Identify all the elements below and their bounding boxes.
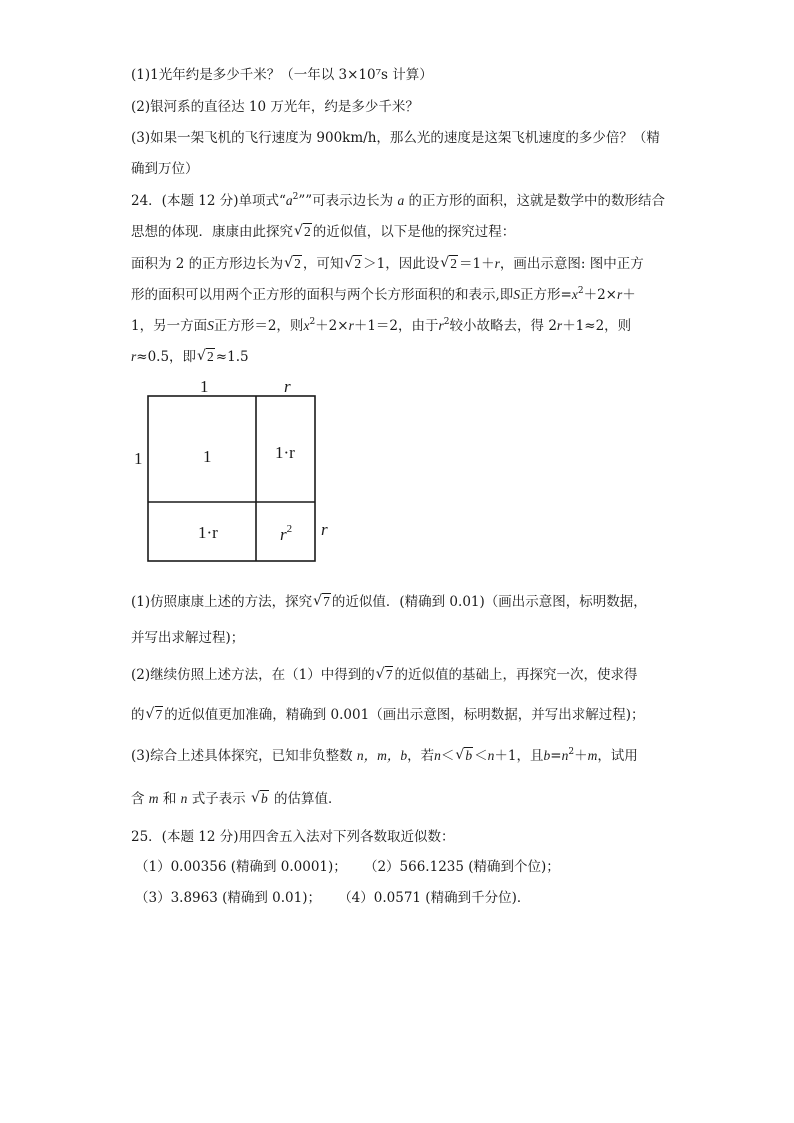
q24-line5: 1，另一方面S正方形＝2，则$x^2+2\times r+1=2$，由于$r^2$较小故略去，得 2r＋1≈2，则 bbox=[131, 317, 632, 334]
left-label-1: 1 bbox=[134, 449, 143, 468]
top-label-1: 1 bbox=[200, 377, 209, 396]
q23-part3-cont: 确到万位） bbox=[131, 161, 199, 177]
square-diagram bbox=[130, 376, 340, 566]
q24-line4: 形的面积可以用两个正方形的面积与两个长方形面积的和表示,即S正方形$=x^2+2\times r+$ bbox=[131, 286, 636, 303]
right-label-r: r bbox=[321, 520, 328, 539]
q25-row1: （1）0.00356 (精确到 0.0001)； （2）566.1235 (精确到个位)； bbox=[135, 859, 560, 875]
q25-title: 25．(本题 12 分)用四舍五入法对下列各数取近似数： bbox=[131, 829, 455, 845]
cell-1r-bottom: 1·r bbox=[198, 523, 218, 542]
q24-line3: 面积为 2 的正方形边长为√ 2 ，可知√ 2 ＞1，因此设√ 2 ＝1＋r，画出示意图: 图中正方 bbox=[131, 254, 644, 274]
q23-part1: (1)1光年约是多少千米？（一年以 3×10⁷s 计算） bbox=[131, 67, 433, 83]
q24-line6: r≈0.5，即√ 2 ≈1.5 bbox=[131, 347, 249, 367]
q24-line1: 24．(本题 12 分)单项式“$a^2$””可表示边长为 a 的正方形的面积，这就是数学中的数形结合 bbox=[131, 192, 666, 209]
cell-1r-top: 1·r bbox=[275, 443, 295, 462]
cell-1: 1 bbox=[203, 447, 212, 466]
q24-sub2-cont: 的√ 7 的近似值更加准确，精确到 0.001（画出示意图，标明数据，并写出求解过程)； bbox=[131, 705, 644, 725]
q23-part2: (2)银河系的直径达 10 万光年，约是多少千米？ bbox=[131, 99, 419, 115]
q24-sub1: (1)仿照康康上述的方法，探究√ 7 的近似值．(精确到 0.01)（画出示意图，标明数据， bbox=[131, 592, 647, 612]
q24-sub3-cont: 含 m 和 n 式子表示 √ b 的估算值． bbox=[131, 789, 342, 809]
cell-r2: $r^2$ bbox=[280, 523, 293, 544]
q24-sub3: (3)综合上述具体探究，已知非负整数 n，m，b，若n＜√ b ＜n＋1，且$b=n^2+m$，试用 bbox=[131, 746, 638, 766]
q24-sub2: (2)继续仿照上述方法，在（1）中得到的√ 7 的近似值的基础上，再探究一次，使求得 bbox=[131, 665, 637, 685]
q25-row2: （3）3.8963 (精确到 0.01)； （4）0.0571 (精确到千分位)． bbox=[135, 890, 531, 906]
sqrt-2: √ 2 bbox=[294, 222, 312, 242]
q24-line2: 思想的体现．康康由此探究√ 2 的近似值，以下是他的探究过程： bbox=[131, 222, 515, 242]
q24-sub1-cont: 并写出求解过程)； bbox=[131, 630, 245, 646]
q23-part3: (3)如果一架飞机的飞行速度为 900km/h，那么光的速度是这架飞机速度的多少倍？（精 bbox=[131, 130, 660, 146]
top-label-r: r bbox=[284, 377, 291, 396]
